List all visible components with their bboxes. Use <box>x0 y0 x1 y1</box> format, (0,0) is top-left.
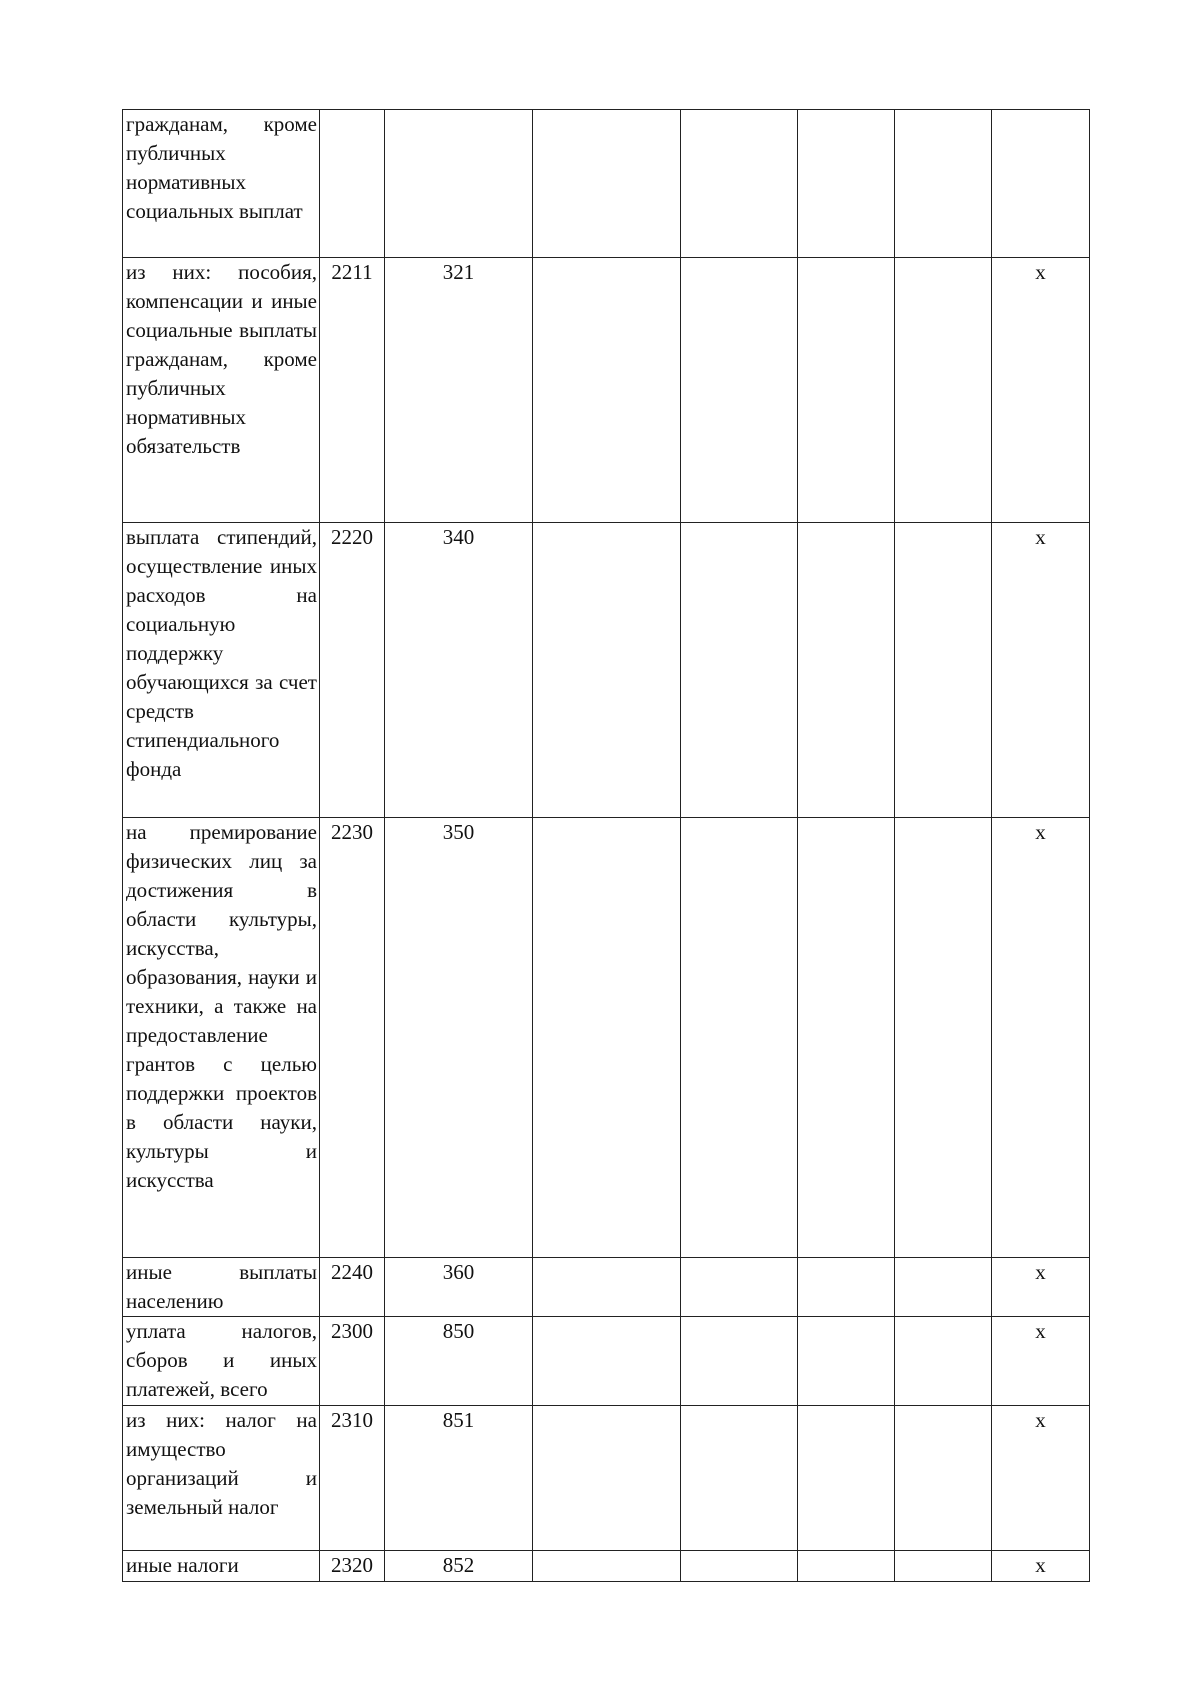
empty-cell <box>681 523 798 818</box>
empty-cell <box>895 1258 992 1317</box>
table-row <box>123 818 1090 1258</box>
empty-cell <box>798 818 895 1258</box>
empty-cell <box>533 1258 681 1317</box>
row-name-cell: на премирование физических лиц за достижения в области культуры, искусства, образования, науки и техники, а также на предоставление грантов с целью поддержки проектов в области науки, культуры и искусства <box>123 818 320 1258</box>
empty-cell <box>798 1258 895 1317</box>
row-code-cell: 2240 <box>320 1258 385 1317</box>
empty-cell <box>681 1317 798 1406</box>
empty-cell <box>798 110 895 258</box>
row-x-cell: x <box>992 258 1090 523</box>
row-name-cell: из них: пособия, компенсации и иные социальные выплаты гражданам, кроме публичных нормативных обязательств <box>123 258 320 523</box>
row-kbk-cell: 851 <box>385 1406 533 1551</box>
row-name-cell: иные налоги <box>123 1551 320 1582</box>
empty-cell <box>681 258 798 523</box>
empty-cell <box>533 1317 681 1406</box>
row-kbk-cell <box>385 110 533 258</box>
empty-cell <box>798 1317 895 1406</box>
row-code-cell: 2220 <box>320 523 385 818</box>
empty-cell <box>533 110 681 258</box>
table-row <box>123 523 1090 818</box>
row-name-cell: гражданам, кроме публичных нормативных социальных выплат <box>123 110 320 258</box>
row-kbk-cell: 360 <box>385 1258 533 1317</box>
table-row <box>123 1406 1090 1551</box>
row-kbk-cell: 350 <box>385 818 533 1258</box>
row-code-cell: 2310 <box>320 1406 385 1551</box>
row-x-cell: x <box>992 1406 1090 1551</box>
row-x-cell: x <box>992 1551 1090 1582</box>
empty-cell <box>533 1551 681 1582</box>
empty-cell <box>895 1551 992 1582</box>
table-row <box>123 258 1090 523</box>
table-row <box>123 1317 1090 1406</box>
table-row <box>123 1551 1090 1582</box>
empty-cell <box>681 110 798 258</box>
row-kbk-cell: 340 <box>385 523 533 818</box>
empty-cell <box>681 818 798 1258</box>
row-code-cell: 2230 <box>320 818 385 1258</box>
budget-table <box>122 109 1090 1582</box>
row-x-cell <box>992 110 1090 258</box>
row-kbk-cell: 852 <box>385 1551 533 1582</box>
empty-cell <box>681 1551 798 1582</box>
empty-cell <box>895 1406 992 1551</box>
row-kbk-cell: 850 <box>385 1317 533 1406</box>
empty-cell <box>533 818 681 1258</box>
empty-cell <box>895 1317 992 1406</box>
row-code-cell: 2300 <box>320 1317 385 1406</box>
row-name-cell: иные выплаты населению <box>123 1258 320 1317</box>
row-x-cell: x <box>992 1258 1090 1317</box>
empty-cell <box>895 523 992 818</box>
empty-cell <box>895 818 992 1258</box>
row-kbk-cell: 321 <box>385 258 533 523</box>
table-row <box>123 1258 1090 1317</box>
row-name-cell: выплата стипендий, осуществление иных расходов на социальную поддержку обучающихся за счет средств стипендиального фонда <box>123 523 320 818</box>
row-code-cell <box>320 110 385 258</box>
empty-cell <box>533 258 681 523</box>
empty-cell <box>895 258 992 523</box>
row-x-cell: x <box>992 1317 1090 1406</box>
row-name-cell: уплата налогов, сборов и иных платежей, всего <box>123 1317 320 1406</box>
empty-cell <box>798 523 895 818</box>
row-x-cell: x <box>992 818 1090 1258</box>
empty-cell <box>681 1258 798 1317</box>
row-code-cell: 2320 <box>320 1551 385 1582</box>
empty-cell <box>533 523 681 818</box>
empty-cell <box>681 1406 798 1551</box>
row-code-cell: 2211 <box>320 258 385 523</box>
row-name-cell: из них: налог на имущество организаций и земельный налог <box>123 1406 320 1551</box>
empty-cell <box>798 1406 895 1551</box>
empty-cell <box>895 110 992 258</box>
empty-cell <box>798 258 895 523</box>
empty-cell <box>533 1406 681 1551</box>
row-x-cell: x <box>992 523 1090 818</box>
table-row <box>123 110 1090 258</box>
empty-cell <box>798 1551 895 1582</box>
